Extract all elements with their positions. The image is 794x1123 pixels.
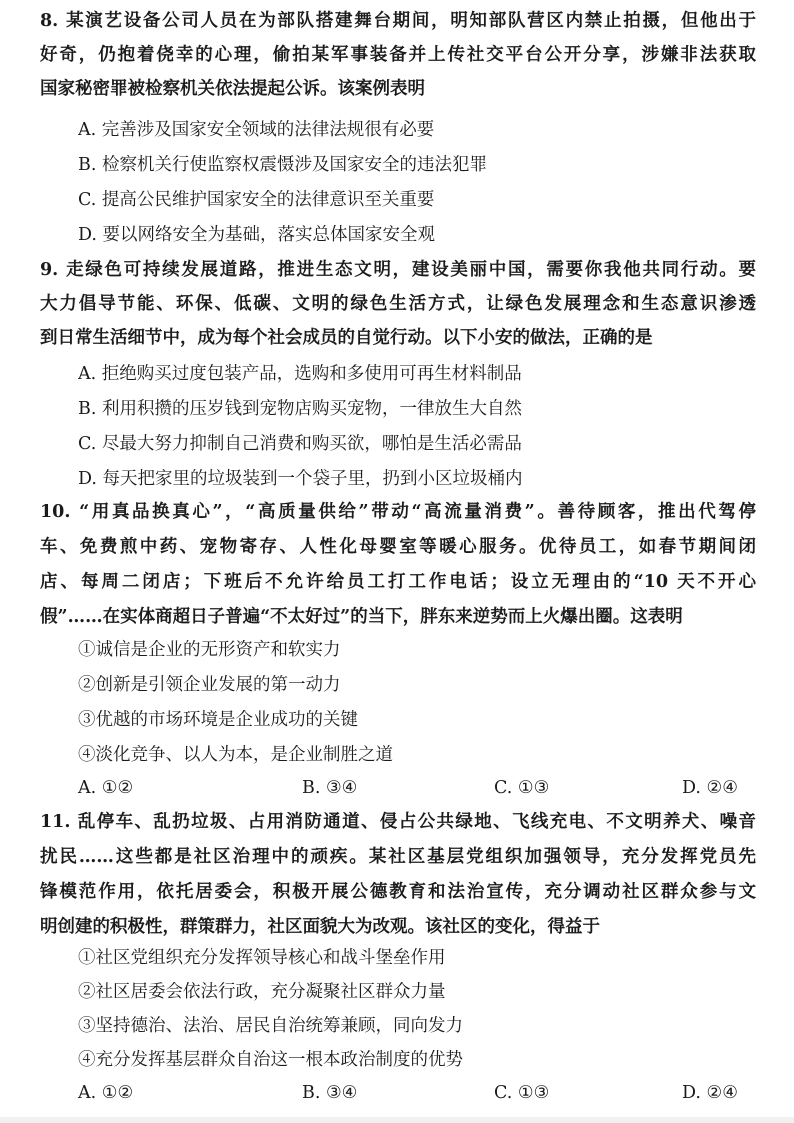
question-10-choices [78,771,758,805]
question-9-stem-line-3: 到日常生活细节中，成为每个社会成员的自觉行动。以下小安的做法，正确的是 [40,328,653,348]
question-9-option-b: B. 利用积攒的压岁钱到宠物店购买宠物，一律放生大自然 [78,399,522,419]
question-10-choice-d: D. ②④ [682,778,738,798]
question-11-stem-line-3: 锋模范作用，依托居委会，积极开展公德教育和法治宣传，充分调动社区群众参与文 [40,882,756,902]
question-11-statement-3: ③坚持德治、法治、居民自治统筹兼顾，同向发力 [78,1016,463,1036]
question-8-option-c: C. 提高公民维护国家安全的法律意识至关重要 [78,190,435,210]
question-10-statement-1: ①诚信是企业的无形资产和软实力 [78,640,341,660]
question-11-choice-a: A. ①② [78,1083,134,1103]
question-11-stem-line-4: 明创建的积极性，群策群力，社区面貌大为改观。该社区的变化，得益于 [40,917,600,937]
question-10-stem-line-2: 车、免费煎中药、宠物寄存、人性化母婴室等暖心服务。优待员工，如春节期间闭 [40,537,756,557]
question-10-stem-line-3: 店、每周二闭店；下班后不允许给员工打工作电话；设立无理由的“10 天不开心 [40,572,756,592]
question-10-choice-c: C. ①③ [494,778,550,798]
question-9-option-a: A. 拒绝购买过度包装产品，选购和多使用可再生材料制品 [78,364,522,384]
question-9-stem-line-2: 大力倡导节能、环保、低碳、文明的绿色生活方式，让绿色发展理念和生态意识渗透 [40,294,756,314]
question-10-statement-4: ④淡化竞争、以人为本，是企业制胜之道 [78,745,393,765]
question-11-stem-line-1: 11. 乱停车、乱扔垃圾、占用消防通道、侵占公共绿地、飞线充电、不文明养犬、噪音 [40,812,756,832]
question-10-statement-3: ③优越的市场环境是企业成功的关键 [78,710,358,730]
question-10-choice-b: B. ③④ [302,778,358,798]
question-8-option-b: B. 检察机关行使监察权震慑涉及国家安全的违法犯罪 [78,155,487,175]
question-11-choice-d: D. ②④ [682,1083,738,1103]
question-8-option-d: D. 要以网络安全为基础，落实总体国家安全观 [78,225,436,245]
question-11-statement-2: ②社区居委会依法行政，充分凝聚社区群众力量 [78,982,446,1002]
question-11-statement-1: ①社区党组织充分发挥领导核心和战斗堡垒作用 [78,948,446,968]
question-8-stem-line-1: 8. 某演艺设备公司人员在为部队搭建舞台期间，明知部队营区内禁止拍摄，但他出于 [40,11,756,31]
question-8-stem-line-3: 国家秘密罪被检察机关依法提起公诉。该案例表明 [40,79,425,99]
question-11-choice-c: C. ①③ [494,1083,550,1103]
question-11-stem-line-2: 扰民……这些都是社区治理中的顽疾。某社区基层党组织加强领导，充分发挥党员先 [40,847,756,867]
question-10-stem-line-4: 假”……在实体商超日子普遍“不太好过”的当下，胖东来逆势而上火爆出圈。这表明 [40,607,683,627]
question-9-stem-line-1: 9. 走绿色可持续发展道路，推进生态文明，建设美丽中国，需要你我他共同行动。要 [40,260,756,280]
question-11-choice-b: B. ③④ [302,1083,358,1103]
question-10-statement-2: ②创新是引领企业发展的第一动力 [78,675,341,695]
question-10-choice-a: A. ①② [78,778,134,798]
question-9-option-c: C. 尽最大努力抑制自己消费和购买欲，哪怕是生活必需品 [78,434,522,454]
question-9-option-d: D. 每天把家里的垃圾装到一个袋子里，扔到小区垃圾桶内 [78,469,523,489]
question-11-statement-4: ④充分发挥基层群众自治这一根本政治制度的优势 [78,1050,463,1070]
question-10-stem-line-1: 10. “用真品换真心”，“高质量供给”带动“高流量消费”。善待顾客，推出代驾停 [40,502,756,522]
question-8-option-a: A. 完善涉及国家安全领域的法律法规很有必要 [78,120,435,140]
page-bottom-edge [0,1117,794,1123]
question-11-choices [78,1076,758,1110]
question-8-stem-line-2: 好奇，仍抱着侥幸的心理，偷拍某军事装备并上传社交平台公开分享，涉嫌非法获取 [40,45,756,65]
